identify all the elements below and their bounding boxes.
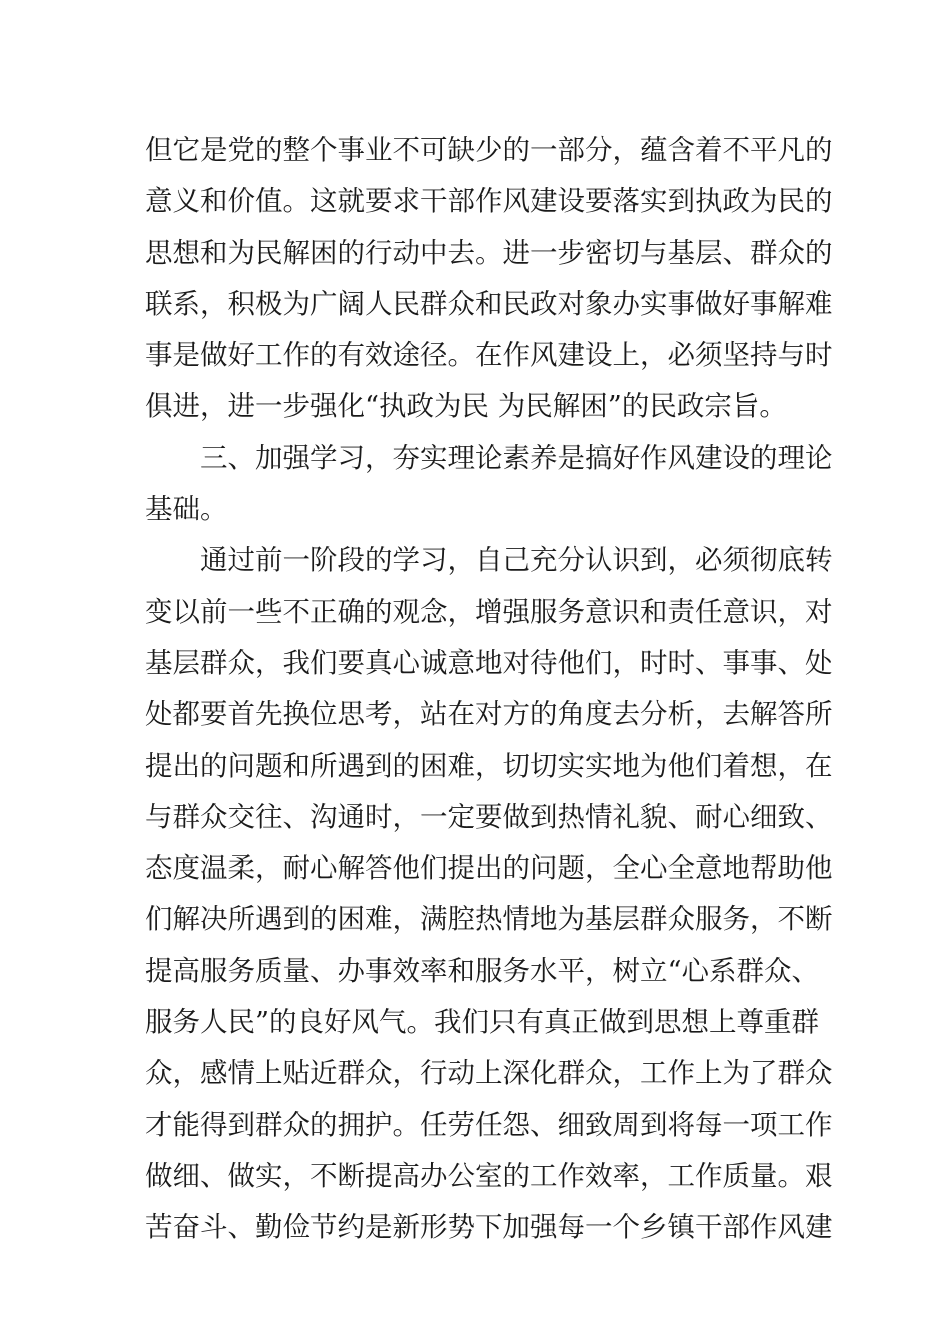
text-line: 众，感情上贴近群众，行动上深化群众，工作上为了群众 xyxy=(145,1057,833,1090)
body-text xyxy=(145,125,833,1254)
text-line: 但它是党的整个事业不可缺少的一部分，蕴含着不平凡的 xyxy=(145,134,833,166)
text-line: 做细、做实，不断提高办公室的工作效率，工作质量。艰 xyxy=(145,1159,833,1192)
text-line: 变以前一些不正确的观念，增强服务意识和责任意识，对 xyxy=(145,595,833,628)
section-heading-line: 三、加强学习，夯实理论素养是搞好作风建设的理论 xyxy=(200,441,833,474)
text-line: 才能得到群众的拥护。任劳任怨、细致周到将每一项工作 xyxy=(145,1108,833,1141)
text-line: 苦奋斗、勤俭节约是新形势下加强每一个乡镇干部作风建 xyxy=(145,1211,833,1244)
text-line: 提高服务质量、办事效率和服务水平，树立“心系群众、 xyxy=(145,954,820,987)
text-line: 联系，积极为广阔人民群众和民政对象办实事做好事解难 xyxy=(145,287,833,320)
text-line: 服务人民”的良好风气。我们只有真正做到思想上尊重群 xyxy=(145,1006,820,1039)
text-line: 俱进，进一步强化“执政为民 为民解困”的民政宗旨。 xyxy=(145,390,787,423)
text-line: 思想和为民解困的行动中去。进一步密切与基层、群众的 xyxy=(145,236,833,269)
text-line: 与群众交往、沟通时，一定要做到热情礼貌、耐心细致、 xyxy=(145,800,833,833)
text-line: 通过前一阶段的学习，自己充分认识到，必须彻底转 xyxy=(200,544,833,577)
text-line: 提出的问题和所遇到的困难，切切实实地为他们着想，在 xyxy=(145,749,833,782)
section-heading-line: 基础。 xyxy=(145,493,228,526)
text-line: 事是做好工作的有效途径。在作风建设上，必须坚持与时 xyxy=(145,339,833,372)
text-line: 基层群众，我们要真心诚意地对待他们，时时、事事、处 xyxy=(145,646,833,679)
text-line: 们解决所遇到的困难，满腔热情地为基层群众服务，不断 xyxy=(145,903,833,936)
text-line: 态度温柔，耐心解答他们提出的问题，全心全意地帮助他 xyxy=(145,852,833,885)
text-line: 处都要首先换位思考，站在对方的角度去分析，去解答所 xyxy=(145,698,833,731)
text-line: 意义和价值。这就要求干部作风建设要落实到执政为民的 xyxy=(145,185,833,218)
